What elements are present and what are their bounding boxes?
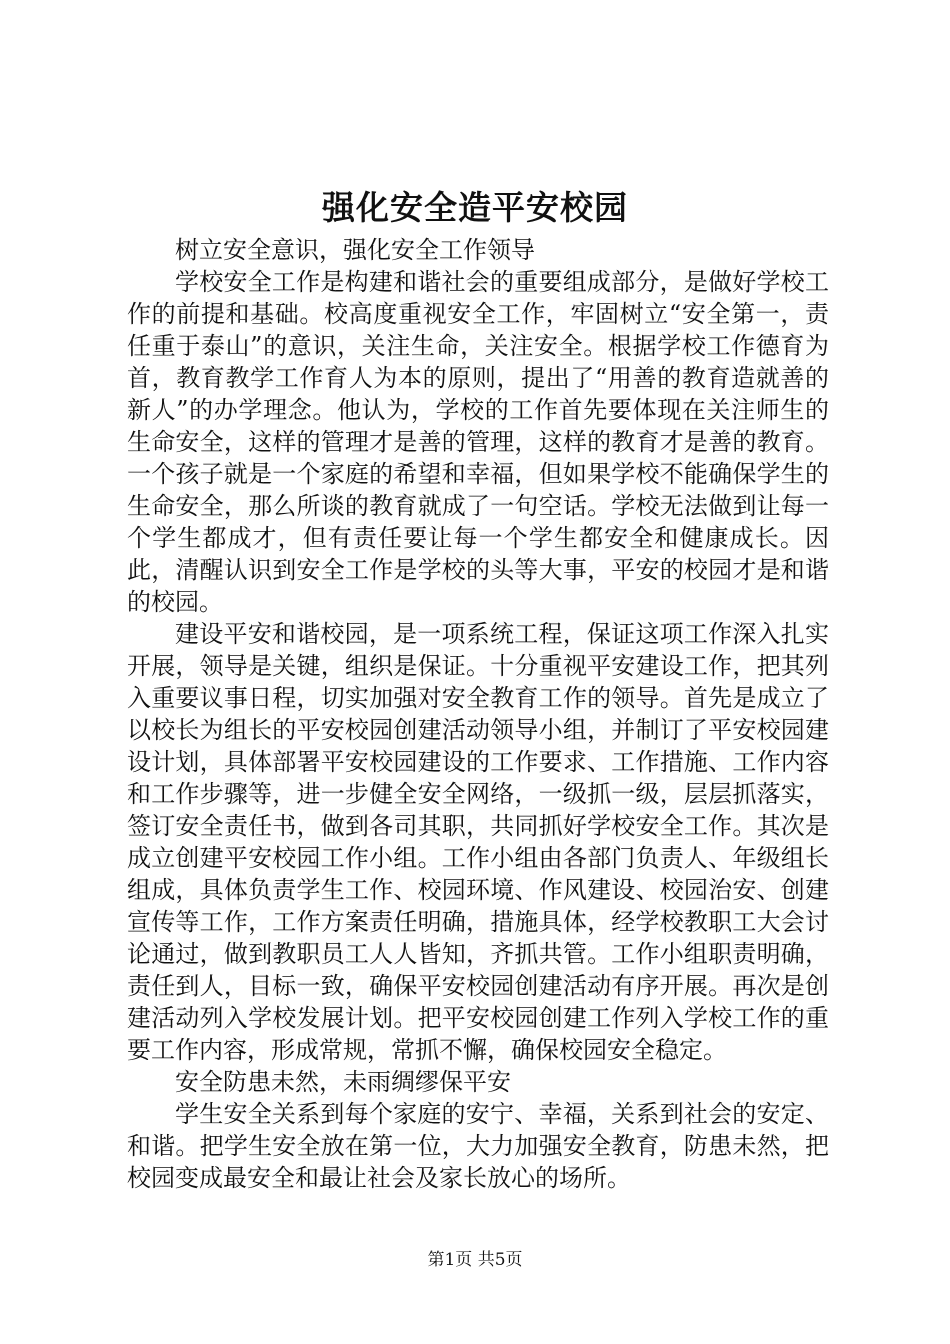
section-heading-2: 安全防患未然，未雨绸缪保平安 <box>175 1068 511 1096</box>
section-heading-1: 树立安全意识，强化安全工作领导 <box>175 236 535 264</box>
body-paragraph-2: 建设平安和谐校园，是一项系统工程，保证这项工作深入扎实开展，领导是关键，组织是保证。十分重视平安建设工作，把其列入重要议事日程，切实加强对安全教育工作的领导。首先是成立了以校长为组长的平安校园创建活动领导小组，并制订了平安校园建设计划，具体部署平安校园建设的工作要求、工作措施、工作内容和工作步骤等，进一步健全安全网络，一级抓一级，层层抓落实，签订安全责任书，做到各司其职，共同抓好学校安全工作。其次是成立创建平安校园工作小组。工作小组由各部门负责人、年级组长组成，具体负责学生工作、校园环境、作风建设、校园治安、创建宣传等工作，工作方案责任明确，措施具体，经学校教职工大会讨论通过，做到教职员工人人皆知，齐抓共管。工作小组职责明确，责任到人，目标一致，确保平安校园创建活动有序开展。再次是创建活动列入学校发展计划。把平安校园创建工作列入学校工作的重要工作内容，形成常规，常抓不懈，确保校园安全稳定。 <box>127 620 829 1064</box>
document-title: 强化安全造平安校园 <box>322 188 628 227</box>
page-number-footer: 第1页 共5页 <box>427 1250 523 1270</box>
body-paragraph-3: 学生安全关系到每个家庭的安宁、幸福，关系到社会的安定、和谐。把学生安全放在第一位，大力加强安全教育，防患未然，把校园变成最安全和最让社会及家长放心的场所。 <box>127 1100 829 1192</box>
body-paragraph-1: 学校安全工作是构建和谐社会的重要组成部分，是做好学校工作的前提和基础。校高度重视安全工作，牢固树立“安全第一，责任重于泰山”的意识，关注生命，关注安全。根据学校工作德育为首，教育教学工作育人为本的原则，提出了“用善的教育造就善的新人”的办学理念。他认为，学校的工作首先要体现在关注师生的生命安全，这样的管理才是善的管理，这样的教育才是善的教育。一个孩子就是一个家庭的希望和幸福，但如果学校不能确保学生的生命安全，那么所谈的教育就成了一句空话。学校无法做到让每一个学生都成才，但有责任要让每一个学生都安全和健康成长。因此，清醒认识到安全工作是学校的头等大事，平安的校园才是和谐的校园。 <box>127 268 829 616</box>
document-body <box>127 234 829 1194</box>
